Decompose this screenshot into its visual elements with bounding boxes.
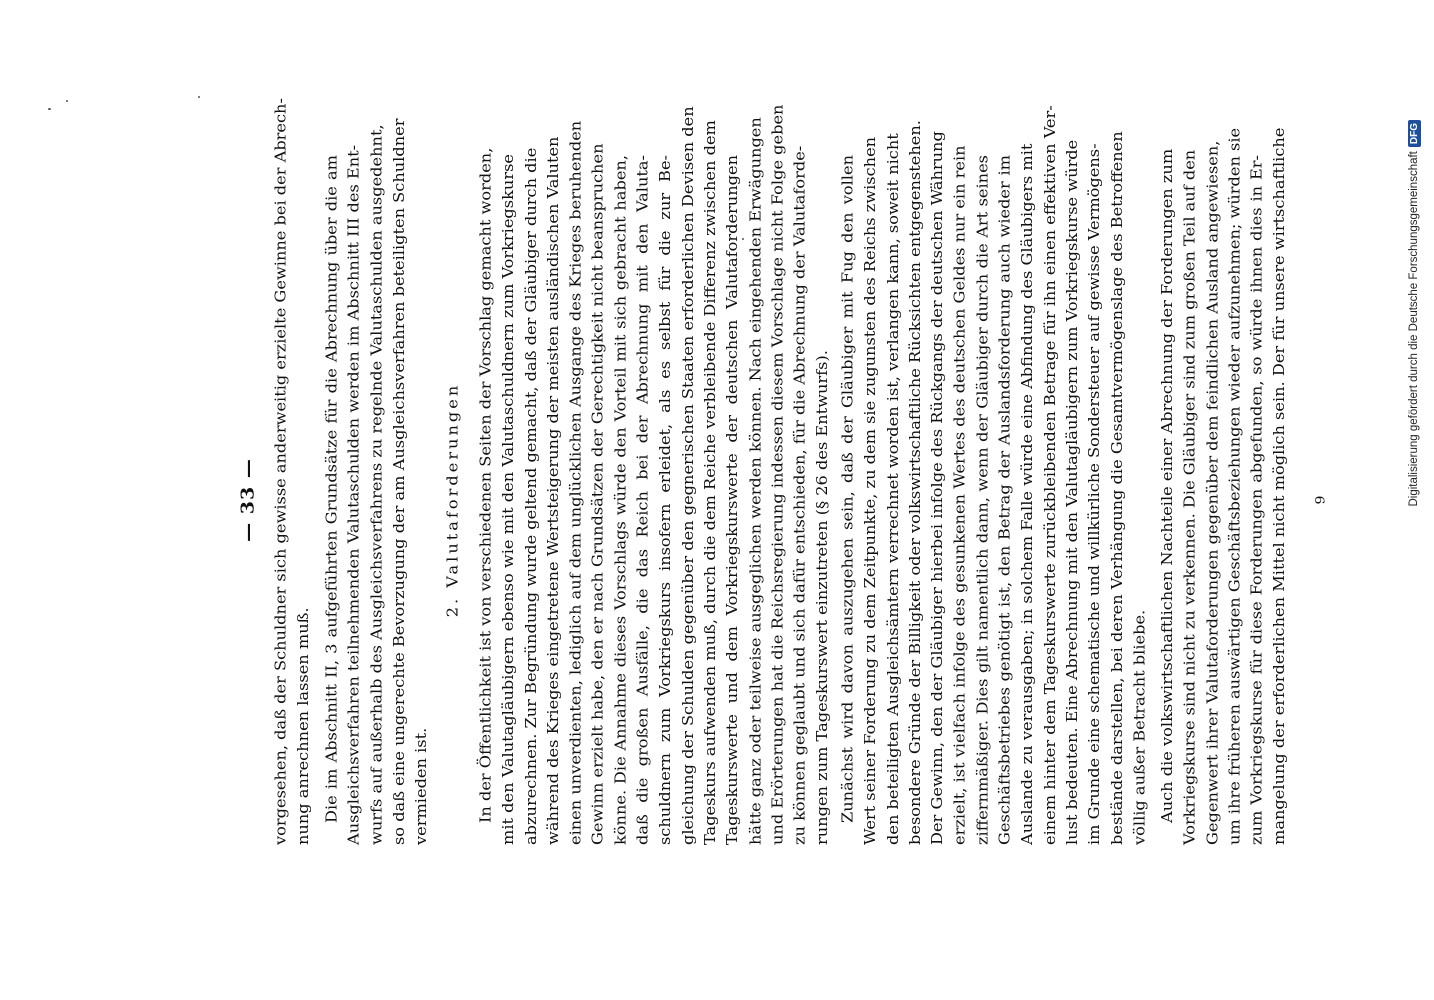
text-line: besondere Gründe der Billigkeit oder volkswirtschaftliche Rücksichten entgegenstehen. xyxy=(906,120,924,845)
text-line: Gewinn erzielt habe, den er nach Grundsätzen der Gerechtigkeit nicht beanspruchen xyxy=(589,143,607,845)
text-line: abzurechnen. Zur Begründung wurde geltend gemacht, daß der Gläubiger durch die xyxy=(521,147,540,845)
text-line: Gegenwert ihrer Valutaforderungen gegenüber dem feindlichen Ausland angewiesen, xyxy=(1203,140,1221,845)
text-line: Auslande zu verausgaben; in solchem Falle würde eine Abfindung des Gläubigers mit xyxy=(1018,143,1036,845)
text-line: wurfs auf außerhalb des Ausgleichsverfahrens zu regelnde Valutaschulden ausgedehnt, xyxy=(367,124,386,845)
text-line: den beteiligten Ausgleichsämtern verrechnet worden ist, verlangen kann, soweit nicht xyxy=(883,133,902,845)
text-line: mit den Valutagläubigern ebenso wie mit den Valutaschuldnern zum Vorkriegskurse xyxy=(499,154,517,845)
page-frame-inner xyxy=(150,98,1329,845)
text-line: schuldnern zum Vorkriegskurs insofern erleidet, als es selbst für die zur Be- xyxy=(656,155,674,845)
text-line: und Erörterungen hat die Reichsregierung indessen diesem Vorschlage nicht Folge geben xyxy=(768,104,787,845)
section-heading: 2. Valutaforderungen xyxy=(443,382,462,618)
credit-text: Digitalisierung gefördert durch die Deutsche Forschungsgemeinschaft xyxy=(1408,151,1420,507)
paragraph-oeffentlichkeit xyxy=(475,104,834,845)
text-line: Geschäftsbetriebes genötigt ist, den Betrag der Auslandsforderung auch wieder im xyxy=(995,155,1014,845)
page-number: — 33 — xyxy=(237,458,259,542)
text-line: Ausgleichsverfahren teilnehmenden Valutaschulden werden im Abschnitt III des Ent- xyxy=(345,144,363,845)
text-line: ziffernmäßiger. Dies gilt namentlich dann, wenn der Gläubiger durch die Art seines xyxy=(973,155,991,845)
text-line: zu können geglaubt und sich dafür entschieden, für die Abrechnung der Valutaforde- xyxy=(790,145,809,845)
text-line: hätte ganz oder teilweise ausgeglichen werden können. Nach eingehenden Erwägungen xyxy=(746,117,764,845)
text-line: In der Öffentlichkeit ist von verschiedenen Seiten der Vorschlag gemacht worden, xyxy=(476,147,495,823)
text-line: bestände darstellen, bei deren Verhängung die Gesamtvermögenslage des Betroffenen xyxy=(1107,131,1126,845)
text-line: einem hinter dem Tageskurswerte zurückbleibenden Betrage für ihn einen effektiven Ver- xyxy=(1040,105,1059,845)
paragraph-zunaechst xyxy=(837,105,1151,845)
text-line: daß die großen Ausfälle, die das Reich bei der Abrechnung mit den Valuta- xyxy=(633,155,652,845)
signature-mark: 9 xyxy=(1313,495,1329,505)
text-line: um ihre früheren auswärtigen Geschäftsbeziehungen wieder aufzunehmen; würden sie xyxy=(1225,127,1244,845)
text-line: Tageskurs aufwenden muß, durch die dem Reiche verbleibende Differenz zwischen dem xyxy=(701,120,719,845)
text-line: vorgesehen, daß der Schuldner sich gewisse anderweitig erzielte Gewinne bei der Abrech- xyxy=(271,98,290,845)
text-line: so daß eine ungerechte Bevorzugung der am Ausgleichsverfahren beteiligten Schuldner xyxy=(389,118,408,845)
text-line: nung anrechnen lassen muß. xyxy=(294,607,312,845)
text-line: lust bedeuten. Eine Abrechnung mit den Valutagläubigern zum Vorkriegskurse würde xyxy=(1063,139,1081,845)
text-line: Zunächst wird davon auszugehen sein, daß der Gläubiger mit Fug den vollen xyxy=(838,155,857,823)
text-line: Die im Abschnitt II, 3 aufgeführten Grundsätze für die Abrechnung über die am xyxy=(322,155,341,823)
text-line: gleichung der Schulden gegenüber den gegnerischen Staaten erforderlichen Devisen den xyxy=(678,106,697,845)
text-line: könne. Die Annahme dieses Vorschlags würde den Vorteil mit sich gebracht haben, xyxy=(611,155,629,845)
digitization-credit xyxy=(1404,120,1424,880)
paragraph-intro xyxy=(270,98,315,845)
text-line: Tageskurswerte und dem Vorkriegskurswerte der deutschen Valutaforderungen xyxy=(723,155,742,845)
paragraph-volkswirtschaft xyxy=(1156,127,1291,845)
text-line: während des Krieges eingetretene Wertsteigerung der meisten ausländischen Valuten xyxy=(544,136,562,845)
text-line: Auch die volkswirtschaftlichen Nachteile einer Abrechnung der Forderungen zum xyxy=(1158,148,1176,823)
text-line: Wert seiner Forderung zu dem Zeitpunkte, zu dem sie zugunsten des Reichs zwischen xyxy=(861,136,879,845)
text-line: mangelung der erforderlichen Mittel nicht möglich sein. Der für unsere wirtschaftliche xyxy=(1270,127,1288,845)
page-frame xyxy=(180,98,1329,845)
text-line: im Grunde eine schematische und willkürliche Sondersteuer auf gewisse Vermögens- xyxy=(1085,143,1104,845)
text-line: erzielt, ist vielfach infolge des gesunkenen Wertes des deutschen Geldes nur ein rein xyxy=(950,145,969,845)
text-line: rungen zum Tageskurswert einzutreten (§ 26 des Entwurfs). xyxy=(813,350,831,845)
dfg-logo: DFG xyxy=(1408,120,1421,147)
paragraph-abschnitt xyxy=(321,118,433,845)
text-line: einen unverdienten, lediglich auf dem unglücklichen Ausgange des Krieges beruhenden xyxy=(566,120,585,845)
text-line: vermieden ist. xyxy=(412,727,430,845)
text-line: Der Gewinn, den der Gläubiger hierbei infolge des Rückgangs der deutschen Währung xyxy=(928,131,947,845)
text-line: zum Vorkriegskurse für diese Forderungen abgefunden, so würde ihnen dies in Er- xyxy=(1247,155,1266,845)
text-line: Vorkriegskurse sind nicht zu verkennen. Die Gläubiger sind zum großen Teil auf den xyxy=(1180,149,1199,845)
text-line: völlig außer Betracht bliebe. xyxy=(1130,609,1148,845)
